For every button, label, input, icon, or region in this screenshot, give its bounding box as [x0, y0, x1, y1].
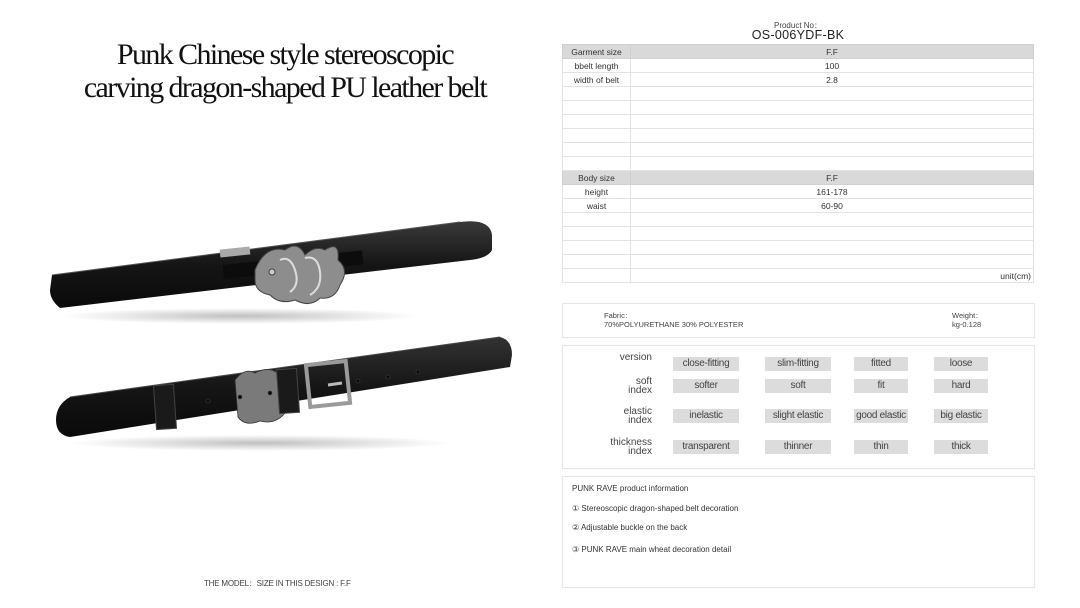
property-label-line-2: index: [628, 415, 652, 426]
table-row: [563, 73, 1034, 87]
table-row: [563, 101, 1034, 115]
row-label: [563, 87, 631, 101]
garment-size-value: F.F: [631, 45, 1034, 59]
row-label: [563, 157, 631, 171]
property-option: thin: [854, 440, 908, 454]
table-row: [563, 157, 1034, 171]
row-label: bbelt length: [563, 59, 631, 73]
table-row: [563, 59, 1034, 73]
table-row: [563, 241, 1034, 255]
property-row-soft-index: [563, 376, 1034, 399]
property-label-line-1: elastic: [623, 406, 652, 417]
row-label: [563, 213, 631, 227]
table-row: [563, 129, 1034, 143]
row-value: 60-90: [631, 199, 1034, 213]
product-information-item: ② Adjustable buckle on the back: [572, 523, 688, 532]
table-row: [563, 269, 1034, 283]
row-value: [631, 227, 1034, 241]
row-value: [631, 129, 1034, 143]
product-number: OS-006YDF-BK: [751, 28, 845, 42]
product-information-panel: [562, 476, 1035, 588]
property-option: close-fitting: [673, 357, 739, 371]
fabric-value: 70%POLYURETHANE 30% POLYESTER: [604, 320, 744, 329]
property-option: transparent: [673, 440, 739, 454]
property-label-line-2: version: [619, 352, 652, 363]
table-row: [563, 115, 1034, 129]
fabric-label: Fabric：: [604, 311, 633, 320]
row-value: [631, 143, 1034, 157]
product-information-item: ③ PUNK RAVE main wheat decoration detail: [572, 545, 732, 554]
row-value: [631, 213, 1034, 227]
table-row: [563, 213, 1034, 227]
table-row: [563, 87, 1034, 101]
property-row-thickness-index: [563, 437, 1034, 460]
property-option: thinner: [765, 440, 831, 454]
fabric-weight-panel: [562, 303, 1035, 338]
weight-label: Weight：: [952, 311, 983, 320]
row-label: [563, 241, 631, 255]
property-label: [583, 377, 652, 395]
property-option: soft: [765, 379, 831, 393]
row-value: [631, 115, 1034, 129]
property-label: [583, 438, 652, 456]
row-label: [563, 143, 631, 157]
body-size-value: F.F: [631, 171, 1034, 185]
property-label: [583, 407, 652, 425]
property-row-elastic-index: [563, 406, 1034, 429]
table-row: [563, 255, 1034, 269]
row-label: [563, 227, 631, 241]
row-label: [563, 269, 631, 283]
row-value: 100: [631, 59, 1034, 73]
product-title-line-1: Punk Chinese style stereoscopic: [116, 38, 454, 71]
property-option: inelastic: [673, 409, 739, 423]
row-label: [563, 115, 631, 129]
garment-size-header-row: [563, 45, 1034, 59]
property-option: fitted: [854, 357, 908, 371]
property-label-line-2: index: [628, 385, 652, 396]
body-size-label: Body size: [563, 171, 631, 185]
property-label: [583, 353, 652, 362]
row-value: [631, 87, 1034, 101]
table-row: [563, 227, 1034, 241]
table-row: [563, 185, 1034, 199]
unit-label: unit(cm): [631, 269, 1034, 283]
belt-back-pin-buckle-image: [40, 325, 520, 455]
table-row: [563, 199, 1034, 213]
product-title-line-2: carving dragon-shaped PU leather belt: [83, 71, 487, 104]
row-value: 2.8: [631, 73, 1034, 87]
row-label: width of belt: [563, 73, 631, 87]
row-value: [631, 157, 1034, 171]
property-option: good elastic: [854, 409, 908, 423]
property-option: fit: [854, 379, 908, 393]
property-label-line-1: thickness: [610, 437, 652, 448]
property-option: thick: [934, 440, 988, 454]
dragon-buckle-icon: [255, 246, 345, 304]
property-label-line-1: soft: [635, 376, 652, 387]
garment-size-label: Garment size: [563, 45, 631, 59]
weight-value: kg-0.128: [952, 320, 982, 329]
row-label: [563, 101, 631, 115]
product-number-label: Product No：: [773, 21, 823, 30]
row-label: [563, 255, 631, 269]
row-label: [563, 129, 631, 143]
property-option: loose: [934, 357, 988, 371]
property-option: hard: [934, 379, 988, 393]
properties-panel: [562, 345, 1035, 469]
row-value: [631, 101, 1034, 115]
belt-front-dragon-buckle-image: [40, 200, 520, 330]
property-option: slight elastic: [765, 409, 831, 423]
model-size-note: THE MODEL：SIZE IN THIS DESIGN : F.F: [204, 579, 351, 588]
property-option: slim-fitting: [765, 357, 831, 371]
property-option: softer: [673, 379, 739, 393]
product-information-item: ① Stereoscopic dragon-shaped belt decoration: [572, 504, 739, 513]
row-label: height: [563, 185, 631, 199]
property-row-version: [563, 351, 1034, 371]
row-value: [631, 255, 1034, 269]
body-size-header-row: [563, 171, 1034, 185]
property-option: big elastic: [934, 409, 988, 423]
row-label: waist: [563, 199, 631, 213]
property-label-line-2: index: [628, 446, 652, 457]
size-table: [562, 44, 1034, 283]
table-row: [563, 143, 1034, 157]
product-title: [40, 38, 530, 104]
product-information-heading: PUNK RAVE product information: [572, 484, 689, 493]
row-value: [631, 241, 1034, 255]
row-value: 161-178: [631, 185, 1034, 199]
